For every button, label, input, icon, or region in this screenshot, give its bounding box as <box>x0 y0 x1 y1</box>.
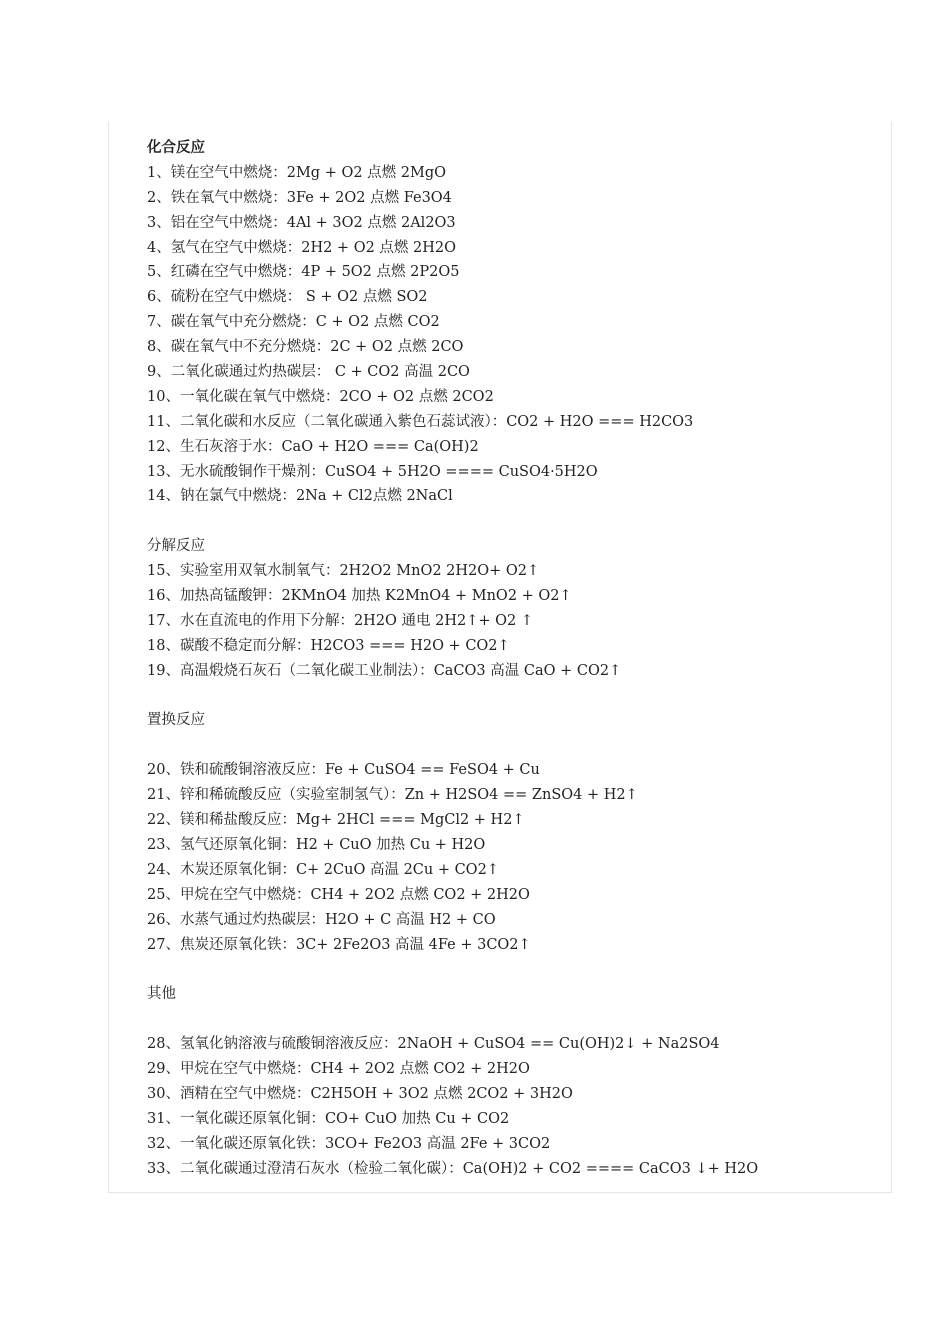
equation-line: 25、甲烷在空气中燃烧：CH4 + 2O2 点燃 CO2 + 2H2O <box>147 886 530 903</box>
equation-line: 10、一氧化碳在氧气中燃烧：2CO + O2 点燃 2CO2 <box>147 388 494 405</box>
equation-line: 24、木炭还原氧化铜：C+ 2CuO 高温 2Cu + CO2↑ <box>147 861 499 878</box>
equation-line: 16、加热高锰酸钾：2KMnO4 加热 K2MnO4 + MnO2 + O2↑ <box>147 588 572 605</box>
heading-spacer <box>147 1007 887 1032</box>
equation-line: 19、高温煅烧石灰石（二氧化碳工业制法）：CaCO3 高温 CaO + CO2↑ <box>147 662 622 679</box>
equation-line: 33、二氧化碳通过澄清石灰水（检验二氧化碳）：Ca(OH)2 + CO2 ==== CaCO3 ↓+ H2O <box>147 1160 759 1177</box>
equation-line: 32、一氧化碳还原氧化铁：3CO+ Fe2O3 高温 2Fe + 3CO2 <box>147 1135 551 1152</box>
equation-line: 17、水在直流电的作用下分解：2H2O 通电 2H2↑+ O2 ↑ <box>147 612 534 629</box>
equation-line: 3、铝在空气中燃烧：4Al + 3O2 点燃 2Al2O3 <box>147 214 456 231</box>
equation-line: 4、氢气在空气中燃烧：2H2 + O2 点燃 2H2O <box>147 239 457 256</box>
section-spacer <box>147 957 887 982</box>
document-page <box>108 122 892 1193</box>
equation-line: 2、铁在氧气中燃烧：3Fe + 2O2 点燃 Fe3O4 <box>147 189 452 206</box>
document-content <box>147 136 887 1181</box>
equation-line: 23、氢气还原氧化铜：H2 + CuO 加热 Cu + H2O <box>147 836 486 853</box>
equation-line: 15、实验室用双氧水制氧气：2H2O2 MnO2 2H2O+ O2↑ <box>147 563 540 580</box>
equation-line: 28、氢氧化钠溶液与硫酸铜溶液反应：2NaOH + CuSO4 == Cu(OH)2↓ + Na2SO4 <box>147 1036 720 1053</box>
equation-line: 26、水蒸气通过灼热碳层：H2O + C 高温 H2 + CO <box>147 911 496 928</box>
section-spacer <box>147 509 887 534</box>
equation-line: 9、二氧化碳通过灼热碳层： C + CO2 高温 2CO <box>147 364 470 381</box>
equation-line: 30、酒精在空气中燃烧：C2H5OH + 3O2 点燃 2CO2 + 3H2O <box>147 1085 573 1102</box>
equation-line: 11、二氧化碳和水反应（二氧化碳通入紫色石蕊试液）：CO2 + H2O === H2CO3 <box>147 413 694 430</box>
equation-line: 12、生石灰溶于水：CaO + H2O === Ca(OH)2 <box>147 438 479 455</box>
equation-line: 6、硫粉在空气中燃烧： S + O2 点燃 SO2 <box>147 289 428 306</box>
equation-line: 20、铁和硫酸铜溶液反应：Fe + CuSO4 == FeSO4 + Cu <box>147 762 540 779</box>
heading-spacer <box>147 733 887 758</box>
section-heading: 其他 <box>147 986 176 1003</box>
equation-line: 18、碳酸不稳定而分解：H2CO3 === H2O + CO2↑ <box>147 637 510 654</box>
section-heading: 置换反应 <box>147 712 205 729</box>
section-heading: 分解反应 <box>147 538 205 555</box>
equation-line: 31、一氧化碳还原氧化铜：CO+ CuO 加热 Cu + CO2 <box>147 1110 510 1127</box>
equation-line: 7、碳在氧气中充分燃烧：C + O2 点燃 CO2 <box>147 314 440 331</box>
equation-line: 27、焦炭还原氧化铁：3C+ 2Fe2O3 高温 4Fe + 3CO2↑ <box>147 936 531 953</box>
equation-line: 21、锌和稀硫酸反应（实验室制氢气）：Zn + H2SO4 == ZnSO4 + H2↑ <box>147 787 638 804</box>
equation-line: 13、无水硫酸铜作干燥剂：CuSO4 + 5H2O ==== CuSO4·5H2O <box>147 463 598 480</box>
equation-line: 14、钠在氯气中燃烧：2Na + Cl2点燃 2NaCl <box>147 488 453 505</box>
equation-line: 22、镁和稀盐酸反应：Mg+ 2HCl === MgCl2 + H2↑ <box>147 812 525 829</box>
section-heading: 化合反应 <box>147 139 205 156</box>
equation-line: 8、碳在氧气中不充分燃烧：2C + O2 点燃 2CO <box>147 339 464 356</box>
equation-line: 29、甲烷在空气中燃烧：CH4 + 2O2 点燃 CO2 + 2H2O <box>147 1060 530 1077</box>
equation-line: 5、红磷在空气中燃烧：4P + 5O2 点燃 2P2O5 <box>147 264 460 281</box>
equation-line: 1、镁在空气中燃烧：2Mg + O2 点燃 2MgO <box>147 164 447 181</box>
section-spacer <box>147 684 887 709</box>
